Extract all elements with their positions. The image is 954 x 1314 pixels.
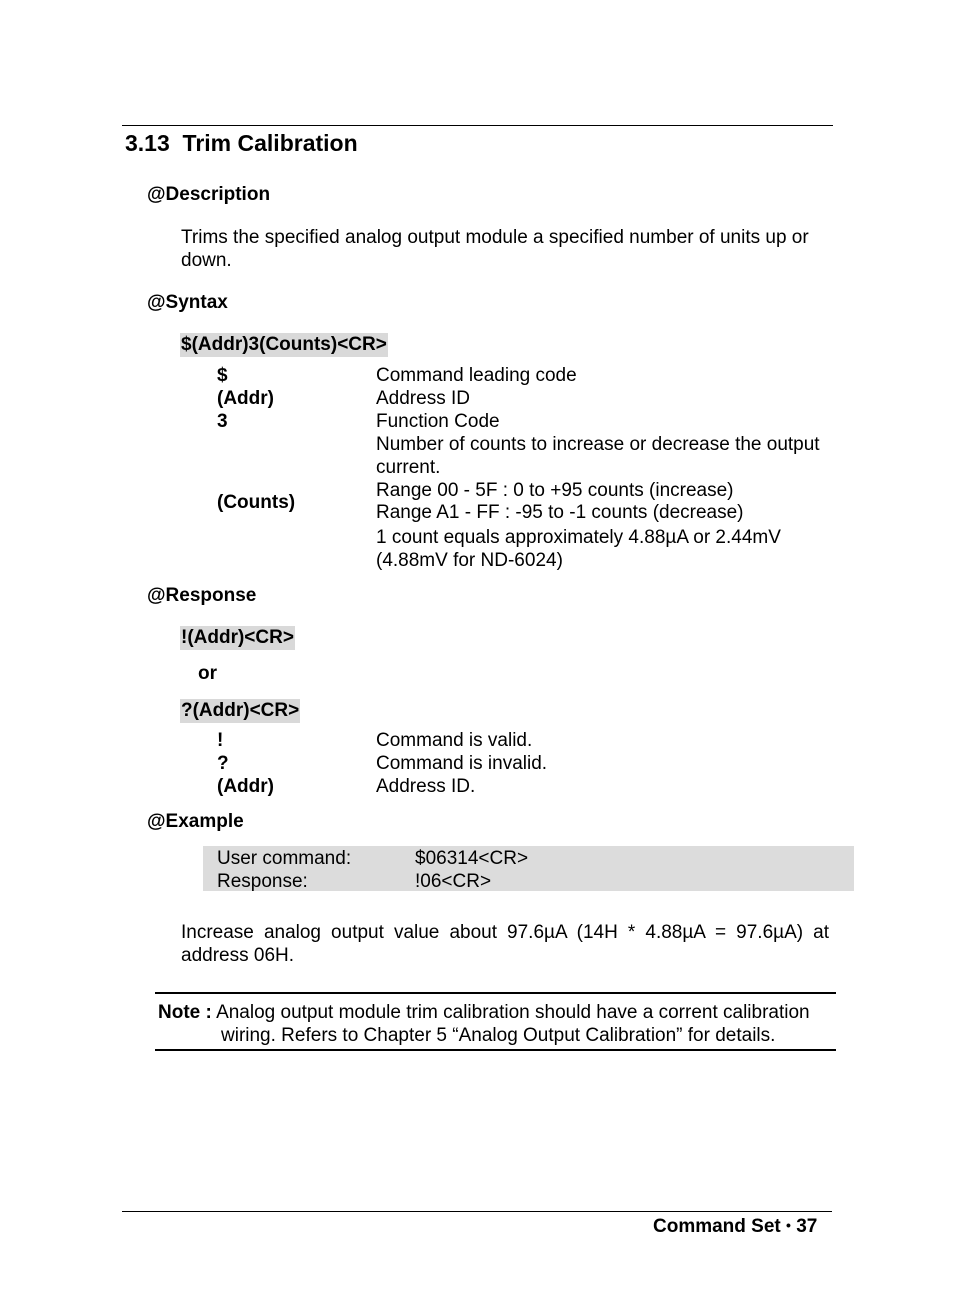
syntax-key-leading: $ [217, 365, 228, 386]
note-line-1 [158, 1001, 810, 1024]
example-line-1: Increase analog output value about 97.6µA (14H * 4.88µA = 97.6µA) at [181, 922, 829, 943]
syntax-desc-counts-6: (4.88mV for ND-6024) [376, 550, 563, 571]
description-line-1: Trims the specified analog output module a specified number of units up or [181, 227, 809, 248]
response-valid-command: !(Addr)<CR> [181, 627, 294, 648]
response-desc-invalid: Command is invalid. [376, 753, 548, 774]
footer-text: Command Set [653, 1216, 781, 1237]
example-user-value: $06314<CR> [415, 848, 529, 869]
syntax-desc-counts-1: Number of counts to increase or decrease the output [376, 434, 820, 455]
syntax-desc-counts-5: 1 count equals approximately 4.88µA or 2.44mV [376, 527, 781, 548]
syntax-key-addr: (Addr) [217, 388, 274, 409]
syntax-desc-leading: Command leading code [376, 365, 577, 386]
note-text-1: Analog output module trim calibration should have a corrent calibration [216, 1002, 810, 1023]
syntax-heading: @Syntax [147, 292, 228, 313]
response-key-valid: ! [217, 730, 224, 751]
response-invalid-command: ?(Addr)<CR> [181, 700, 300, 721]
description-heading: @Description [147, 184, 271, 205]
section-title: Trim Calibration [182, 130, 358, 156]
section-number: 3.13 [125, 130, 170, 156]
footer-bullet: • [786, 1217, 791, 1233]
example-response-value: !06<CR> [415, 871, 492, 892]
response-or: or [198, 663, 217, 684]
example-user-label: User command: [217, 848, 352, 869]
syntax-desc-counts-4: Range A1 - FF : -95 to -1 counts (decrease) [376, 502, 744, 523]
syntax-desc-function: Function Code [376, 411, 500, 432]
section-heading [125, 130, 358, 157]
header-rule [122, 125, 833, 126]
syntax-command: $(Addr)3(Counts)<CR> [181, 334, 387, 355]
response-key-invalid: ? [217, 753, 229, 774]
syntax-key-function: 3 [217, 411, 228, 432]
response-desc-valid: Command is valid. [376, 730, 533, 751]
example-heading: @Example [147, 811, 244, 832]
example-line-2: address 06H. [181, 945, 295, 966]
note-line-2: wiring. Refers to Chapter 5 “Analog Output Calibration” for details. [221, 1025, 776, 1046]
example-response-label: Response: [217, 871, 308, 892]
response-key-addr: (Addr) [217, 776, 274, 797]
note-top-rule [155, 992, 836, 994]
note-bottom-rule [155, 1049, 836, 1051]
note-label: Note : [158, 1002, 212, 1023]
syntax-desc-counts-3: Range 00 - 5F : 0 to +95 counts (increase) [376, 480, 734, 501]
syntax-desc-counts-2: current. [376, 457, 441, 478]
description-line-2: down. [181, 250, 232, 271]
syntax-desc-addr: Address ID [376, 388, 470, 409]
response-desc-addr: Address ID. [376, 776, 476, 797]
footer-rule [122, 1211, 832, 1212]
syntax-key-counts: (Counts) [217, 492, 296, 513]
page-number: 37 [796, 1216, 818, 1237]
footer [653, 1216, 817, 1238]
response-heading: @Response [147, 585, 257, 606]
